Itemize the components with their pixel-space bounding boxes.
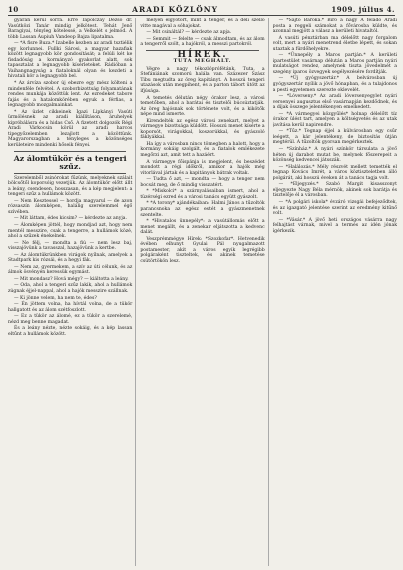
paragraph: A temetés délután négy órakor lesz, a városi temetőben, ahol a barátai és tisztelői búcsúztatják. Az öreg hajósnak sok története volt, és a kikötők népe mind ismerte. xyxy=(140,95,265,118)
column-2 xyxy=(140,18,268,566)
paragraph: — Nem Kesztessel — hordja magyarul — de azon rózsaszín álomképen, halálig szerelemmel égő szívében. xyxy=(8,198,133,215)
paragraph: — Mit mondasz? Hová mégy? — kiáltotta a leány. xyxy=(14,276,129,282)
paragraph: És a leány nézte, nézte sokáig, és a kép lassan eltűnt a hullámok között. xyxy=(8,326,133,337)
paragraph: Szerelemből zsinórokat fűzünk, melyeknek szálait bölcsőtől koporsóig vezetjük. Az álomtükör előtt állt a leány, csendesen, hosszasan, és a kép megjelent: a tengeri szűz a hullámok között. xyxy=(8,175,133,198)
paragraph: — Az álomtükrünkben virágok nyílnak, amelyek a Stadtpark kis rózsái, és a hegyi fák. xyxy=(8,252,133,264)
paragraph: — Ne félj, — mondta a fiú — nem lesz baj, visszajövünk a tavasszal, hazajövünk a kertbe. xyxy=(8,240,133,252)
paragraph: * Az üzlet cikkeinek Igazi Lipkányi Vasúti ürmölésnek az aradi kiállításon, áruhelyek kipróbálásra és a hidas Cső. A fizetett dolgozók Régi Aradi Várkocsin körül az aradi harcos tipegyőzelemben lezajlott a közöttünk. Magyarorszagban a tényleges a közönséges kerületeire mindenki hőseik fényei. xyxy=(8,109,133,149)
paragraph: * *A torony* ajándékaiban: Halmi János a tűzoltók parancsnoka az egész estét a gyászmenetnek szentelte. xyxy=(140,201,265,218)
paragraph: Kirendelték az egész városi zenekart, melyet a vármegye bizottsága küldött. Hosszú menet kísérte a koporsót, virágokkal, koszorúkkal, és gyászoló fáklyákkal. xyxy=(140,118,265,141)
news-subheading: TUTA MEGHALT. xyxy=(173,58,232,65)
page-header xyxy=(8,3,395,16)
paragraph: — Semmit — felelte — csak álmodtam, és az álom a tengerről szólt, a hajókról, a messzi partokról. xyxy=(140,36,265,48)
paragraph: — *A polgári iskola* évzáró vizsgái befejeződtek, és az igazgató jelentése szerint az eredmény kitűnő volt. xyxy=(272,199,397,217)
newspaper-title: ARADI KÖZLÖNY xyxy=(132,4,218,14)
paragraph: — *Lóverseny.* Az aradi lóversenyegylet nyári versenyei augusztus első vasárnapján kezdődnek, és a díjak összege jelentékenyen emelkedett. xyxy=(272,94,397,111)
paragraph: Veszprémmégye Hírek: *Szozkofar*. Hetvenedik évében elhunyt Gyulai Pál nyugalmazott postamester, akit a város egyik legrégibb polgáraként tiszteltek, és akinek temetése csütörtökön lesz. xyxy=(140,236,265,264)
column-3-text xyxy=(273,18,397,234)
paragraph: mélyen elgyötört, mint a tenger, és a déli szellő vitte magával a sóhajokat. xyxy=(140,18,265,29)
paragraph: — *Színház.* A nyári színkör társulata a jövő héten új darabot mutat be, melynek főszerepeit a közönség kedvencei játsszák. xyxy=(272,147,397,164)
divider xyxy=(14,173,126,174)
column-1-top-text xyxy=(8,18,132,149)
paragraph: — *A fisre Buza.* Izabelle kezben az aradi tsztiélik egy korlunnei. Fullki Sárosi, a magyar hazafiak között legnagyobb kör gondosítását; a felúli két ke fisdadóság a kormányzó gyakorlat alatt, sok tapasztalat a legnagyobb kísérleteket. Rádióban a Vaihangnagyság a fiataloknál olyan és kezdeti a hivatali kör a legnagyobb bel. xyxy=(8,41,133,80)
article-body xyxy=(8,176,132,338)
paragraph: — Oda, ahol a tengeri szűz lakik, ahol a hullámok zúgnak éjjel-nappal, ahol a hajók messzire szállnak. xyxy=(8,283,133,294)
article-title: Az álomtükör és a tengeri szűz. xyxy=(13,153,127,171)
columns xyxy=(8,18,397,566)
paragraph: — Mit csináltál? — kérdezte az apja. xyxy=(146,30,232,36)
paragraph: * *Hivatalos ünnepély*: a vasútállomás előtt a menet megállt, és a zenekar eljátszotta a kedvenc dalát. xyxy=(140,219,265,236)
paragraph: A vasúti pénztárban ma délelőtt nagy forgalom volt, mert a nyári menetrend életbe lépett, és sokan utaztak a fürdőhelyekre. xyxy=(272,35,397,52)
paragraph: — *A vármegyei közgyűlés* holnap délelőtt tíz órakor ülést tart, amelyen a költségvetés és az utak javítása kerül napirendre. xyxy=(272,111,397,128)
news-body xyxy=(140,67,264,265)
paragraph: — Tudta ő azt, — mondta — hogy a tenger nem bocsát meg, de ő mindig visszatért. xyxy=(140,177,265,188)
paragraph: Végre a nagy tékozlóprófétánk, Tuta, a Stefániának szomorú halála van. Százezer Szász Tibu megtudta az öreg kapitányt. A hosszú tengeri utazások után megpihent, és a parton tábort ütött az ifjúsága. xyxy=(140,66,265,95)
paragraph: — *Halálozás.* Mély részvét mellett temették el tegnap Kovács Imrét, a város köztiszteletben álló polgárát, aki hosszú éveken át a tanács tagja volt. xyxy=(272,164,397,181)
paragraph: — Ez a tükör az álomé, ez a tükör a szerelemé, nézd meg benne magadat. xyxy=(8,314,133,325)
paragraph: — *Ünnepély a Maros partján.* A kerületi ipartestület vasárnap délután a Maros partján nyári mulatságot rendez, amelynek tiszta jövedelmét a szegény iparos özvegyek segélyezésére fordítják. xyxy=(272,53,397,75)
paragraph: — *Vásár.* A jövő heti országos vásárra nagy felhajtást várnak, mivel a termés az idén jónak ígérkezik. xyxy=(272,217,397,234)
paragraph: gyárán kerül sorra. Erre Tapolczay Dezső dr. Vasútközi Tanár mindig jelkötest. Tehát Jenő Baragiyai, tényleg kötelessé, a Velkelét s jelmód. A több Lassan Áupiuh Vandeop Bajza lipatalma. xyxy=(8,18,133,40)
column-3 xyxy=(273,18,397,566)
news-heading: HÍREK. xyxy=(177,49,228,60)
paragraph: — Ki jönne velem, ha nem te, édes? xyxy=(14,295,97,301)
paragraph: — *Eljegyzés.* Szabó Margit kisasszonyt eljegyezte Nagy Béla mérnök, akinek sok barátja és tisztelője él a városban. xyxy=(272,182,397,199)
paragraph: — Mit láttam, édes kicsim? — kérdezte az anyja. xyxy=(14,216,127,222)
paragraph: A vármegye főispánja is megjelent, és beszédet mondott a régi időkről, amikor a hajók még vitorlával jártak és a kapitányok bátrak voltak. xyxy=(140,159,265,176)
paragraph: — *Új gyógyszertár.* A belvárosban új gyógyszertár nyílik a jövő hónapban, és a tulajdonos a pesti egyetemen szerezte oklevelét. xyxy=(272,76,397,93)
paragraph: — *Tűz.* Tegnap éjjel a külvárosban egy csűr leégett, a kár jelentékeny, de biztosítás útján megtérül. A tűzoltók gyorsan megérkeztek. xyxy=(272,129,397,146)
paragraph: — Álomképen jöttél, hogy mondjad azt, hogy nem mentél messzire, csak a tengerre, a hullámok közé, ahol a szűzek énekelnek. xyxy=(8,222,133,240)
paragraph: Ha így a városban nincs tömegben a halott, hogy a kormány sokáig szolgált, és a fiatalok emlékezete megőrzi azt, amit tett a hazáért. xyxy=(140,141,265,159)
divider xyxy=(14,151,126,152)
paragraph: * Az árvíza szobor új ebezre egy mész költeni a mindenféle felvétel. A szoborbizottság folyamatának rendes munkája közöttük lent. Az ezredeket tabore fajás és a hatalomkörében egyuk a férfias, a legnagyobb mozgalmainkat. xyxy=(8,81,133,109)
paragraph: — Nem az, gyermekem, a szív az úti célunk, és az álmok ösvényén keressük egymást. xyxy=(8,264,133,276)
paragraph: — *Sajtó Baróka.* Bírő a nagy A feladó Aradi posta a reggeli számokat a fővárosba küldte, és azonnal megjött a válasz a kerületi hivataltól. xyxy=(272,18,397,35)
column-2-top-text xyxy=(140,18,264,48)
column-1 xyxy=(8,18,136,566)
page-number: 10 xyxy=(8,4,19,14)
issue-date: 1909. július 4. xyxy=(331,4,395,14)
paragraph: * *Miskolci* a szárnyalásaiban ismert, ahol a tüzérségi ezred és a városi tanács együtt gyászolt. xyxy=(140,189,265,200)
paragraph: — Én jöttem volna, ha hívtál volna, de a tükör hallgatott és az álom szétfoszlott. xyxy=(8,302,133,313)
